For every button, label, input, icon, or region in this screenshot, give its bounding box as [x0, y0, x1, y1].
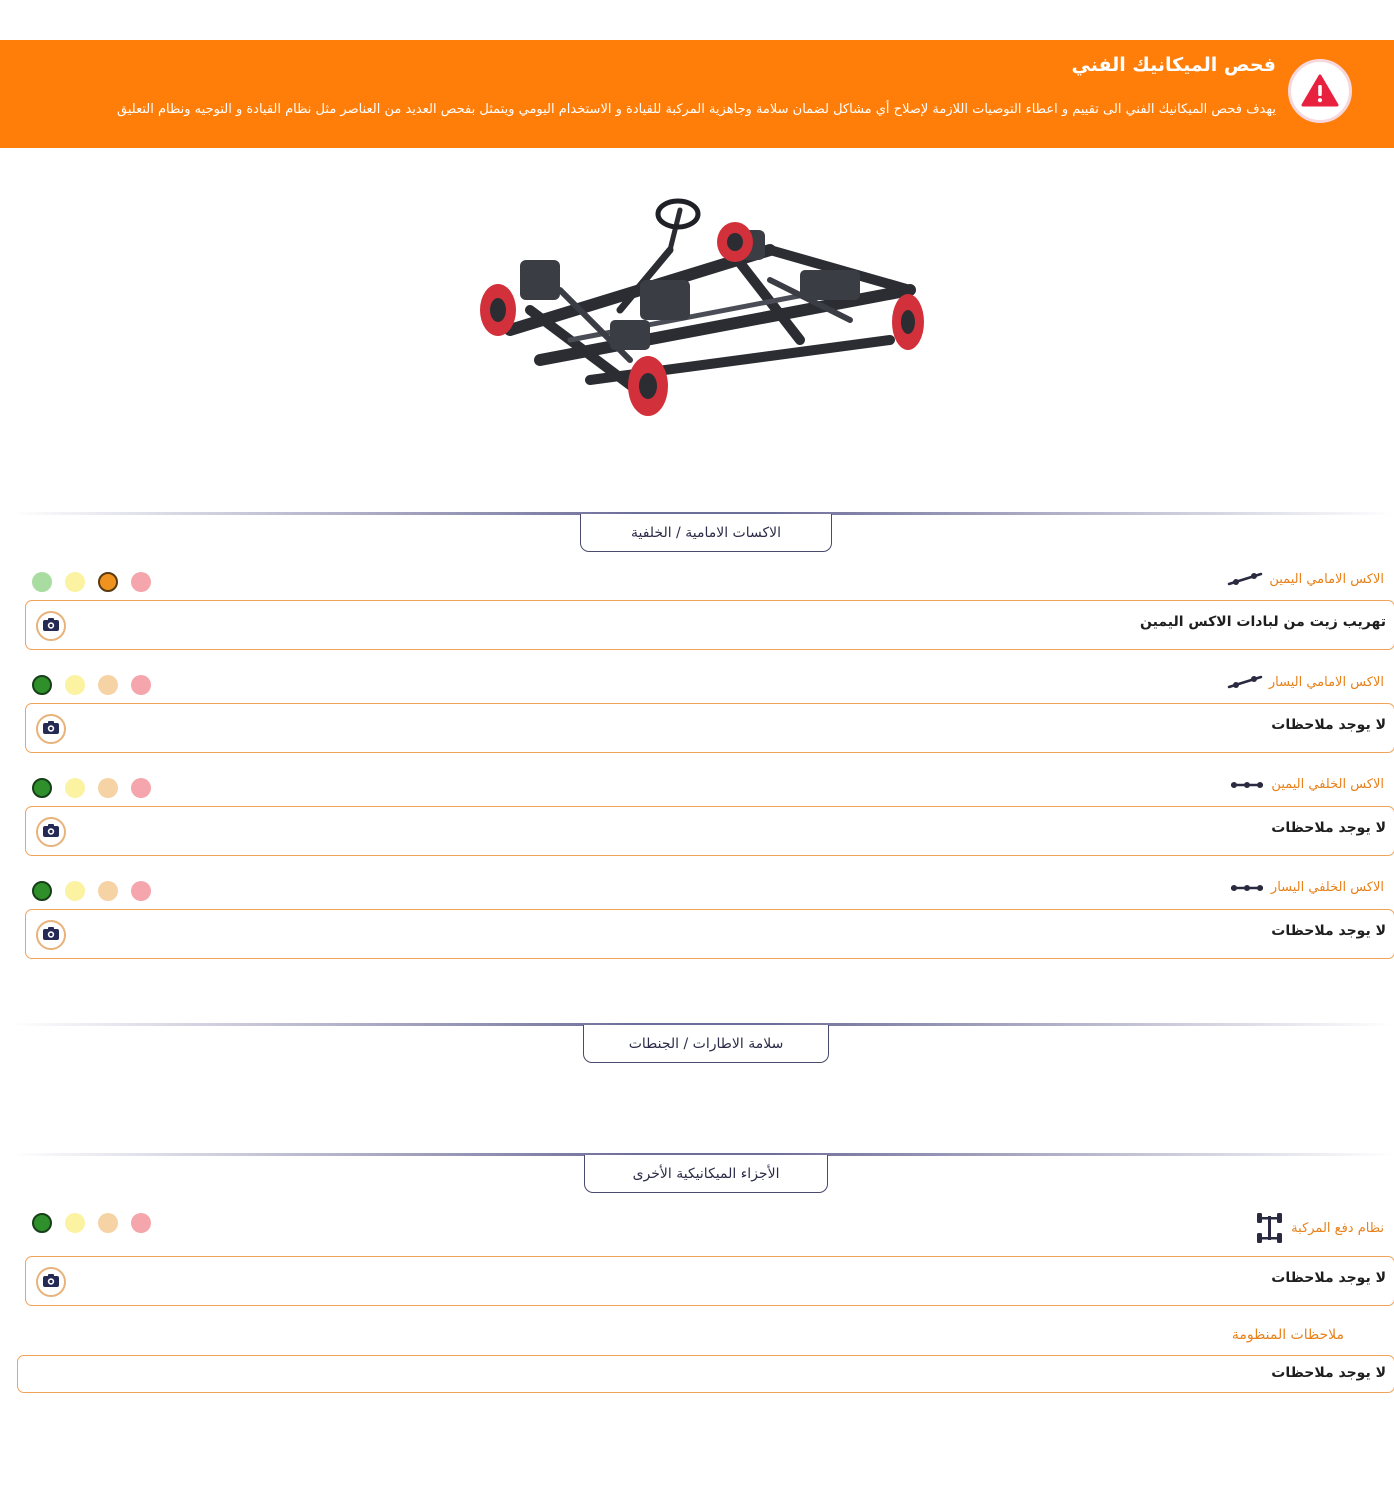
item-title-rear-right-axle: [1229, 777, 1384, 792]
section-tab-axles[interactable]: الاكسات الامامية / الخلفية: [580, 514, 832, 552]
status-dot-orange[interactable]: [98, 778, 118, 798]
rear-axle-icon: [1229, 881, 1265, 895]
status-dot-green[interactable]: [32, 778, 52, 798]
camera-button[interactable]: [36, 714, 66, 744]
status-dot-red[interactable]: [131, 675, 151, 695]
note-field[interactable]: [25, 703, 1394, 753]
item-title-drivetrain: [1255, 1212, 1384, 1244]
status-dot-yellow[interactable]: [65, 572, 85, 592]
camera-icon: [42, 926, 60, 945]
status-selector[interactable]: [32, 1213, 151, 1233]
camera-icon: [42, 617, 60, 636]
item-label: الاكس الامامي اليسار: [1268, 674, 1384, 690]
system-notes-label: ملاحظات المنظومة: [1231, 1327, 1344, 1343]
page-description: يهدف فحص الميكانيك الفني الى تقييم و اعطاء التوصيات اللازمة لإصلاح أي مشاكل لضمان سلامة وجاهزية المركبة للقيادة و الاستخدام اليومي ويتمثل بفحص العديد من العناصر مثل نظام القيادة و التوجيه ونظام التعليق: [117, 102, 1276, 117]
status-dot-green[interactable]: [32, 675, 52, 695]
section-tab-other-mechanical[interactable]: الأجزاء الميكانيكية الأخرى: [584, 1155, 828, 1193]
axle-icon: [1227, 674, 1263, 690]
status-dot-red[interactable]: [131, 778, 151, 798]
item-label: الاكس الامامي اليمين: [1269, 571, 1384, 587]
camera-icon: [42, 1273, 60, 1292]
note-text: تهريب زيت من لبادات الاكس اليمين: [1140, 614, 1386, 630]
status-dot-orange[interactable]: [98, 1213, 118, 1233]
camera-button[interactable]: [36, 920, 66, 950]
status-selector[interactable]: [32, 881, 151, 901]
rear-axle-icon: [1229, 778, 1265, 792]
status-dot-green[interactable]: [32, 1213, 52, 1233]
camera-button[interactable]: [36, 1267, 66, 1297]
note-text: لا يوجد ملاحظات: [1271, 1270, 1386, 1286]
note-field[interactable]: [25, 909, 1394, 959]
note-text: لا يوجد ملاحظات: [1271, 717, 1386, 733]
status-dot-yellow[interactable]: [65, 1213, 85, 1233]
status-dot-green[interactable]: [32, 572, 52, 592]
axle-icon: [1227, 571, 1263, 587]
car-chassis-illustration: [470, 190, 950, 440]
camera-button[interactable]: [36, 611, 66, 641]
status-dot-orange[interactable]: [98, 572, 118, 592]
note-field[interactable]: [25, 806, 1394, 856]
warning-triangle-icon: [1288, 59, 1352, 123]
status-dot-red[interactable]: [131, 1213, 151, 1233]
note-text: لا يوجد ملاحظات: [1271, 923, 1386, 939]
status-dot-red[interactable]: [131, 881, 151, 901]
section-tab-tires-rims[interactable]: سلامة الاطارات / الجنطات: [583, 1025, 829, 1063]
item-label: الاكس الخلفي اليمين: [1271, 777, 1384, 792]
item-title-rear-left-axle: [1229, 880, 1384, 895]
camera-button[interactable]: [36, 817, 66, 847]
status-dot-green[interactable]: [32, 881, 52, 901]
note-field[interactable]: [25, 600, 1394, 650]
page-title: فحص الميكانيك الفني: [1071, 54, 1276, 76]
system-notes-field[interactable]: [17, 1355, 1394, 1393]
note-text: لا يوجد ملاحظات: [1271, 820, 1386, 836]
item-label: الاكس الخلفي اليسار: [1270, 880, 1384, 895]
status-dot-red[interactable]: [131, 572, 151, 592]
status-selector[interactable]: [32, 675, 151, 695]
status-dot-yellow[interactable]: [65, 778, 85, 798]
status-dot-yellow[interactable]: [65, 881, 85, 901]
note-field[interactable]: [25, 1256, 1394, 1306]
camera-icon: [42, 720, 60, 739]
status-dot-orange[interactable]: [98, 881, 118, 901]
drivetrain-icon: [1255, 1212, 1285, 1244]
camera-icon: [42, 823, 60, 842]
status-selector[interactable]: [32, 572, 151, 592]
item-label: نظام دفع المركبة: [1291, 1220, 1384, 1236]
system-notes-text: لا يوجد ملاحظات: [1271, 1365, 1386, 1381]
status-dot-orange[interactable]: [98, 675, 118, 695]
status-dot-yellow[interactable]: [65, 675, 85, 695]
status-selector[interactable]: [32, 778, 151, 798]
item-title-front-left-axle: [1227, 674, 1384, 690]
item-title-front-right-axle: [1227, 571, 1384, 587]
